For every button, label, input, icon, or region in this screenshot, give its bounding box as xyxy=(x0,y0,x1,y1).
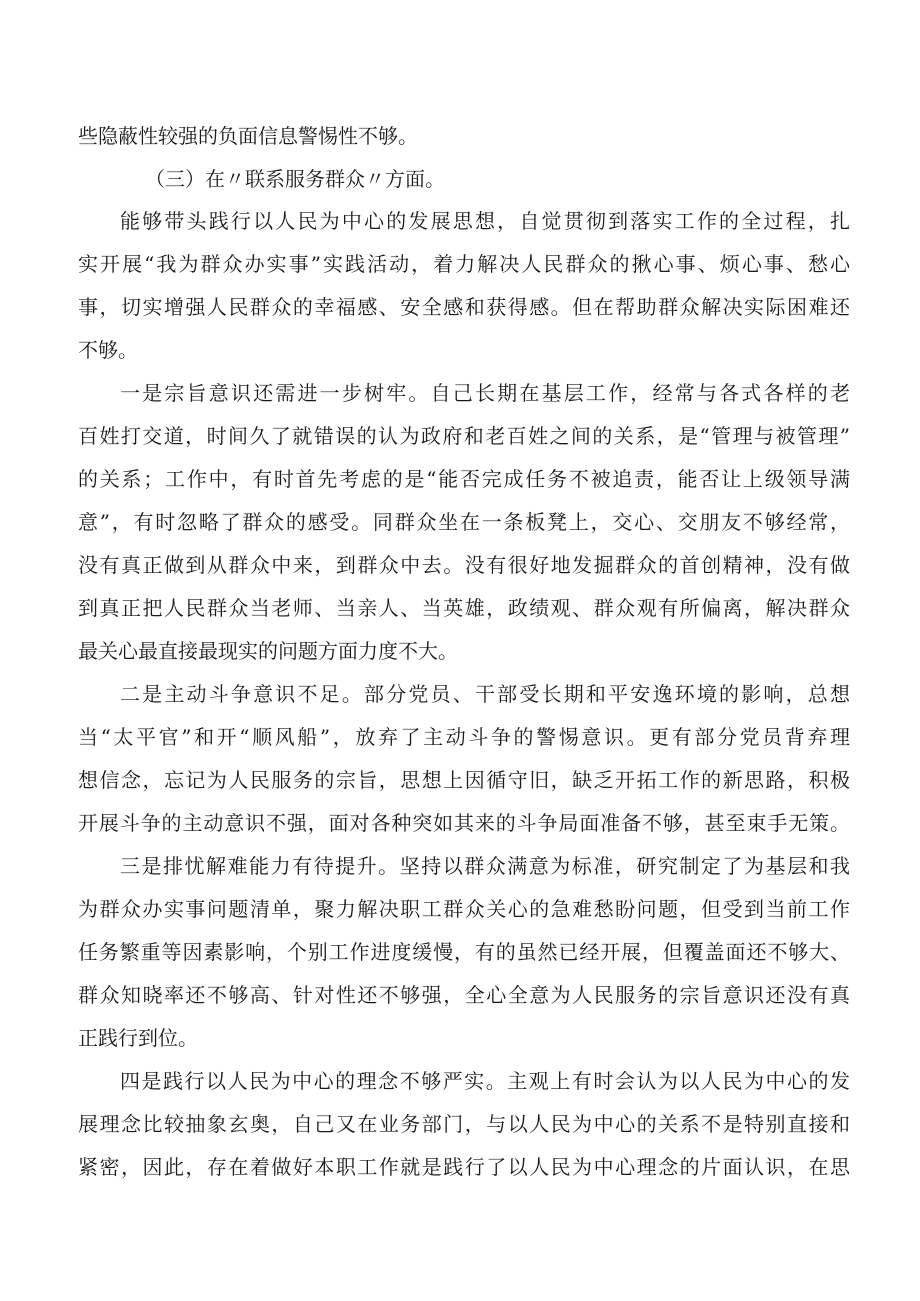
text-line: 想信念，忘记为人民服务的宗旨，思想上因循守旧，缺乏开拓工作的新思路，积极 xyxy=(78,768,850,792)
text-line: 不够。 xyxy=(78,338,138,362)
text-line: 紧密，因此，存在着做好本职工作就是践行了以人民为中心理念的片面认识，在思 xyxy=(78,1155,850,1179)
text-line: 最关心最直接最现实的问题方面力度不大。 xyxy=(78,639,458,663)
text-line: 当“太平官”和开“顺风船”，放弃了主动斗争的警惕意识。更有部分党员背弃理 xyxy=(78,725,850,749)
section-heading: （三）在〃联系服务群众〃方面。 xyxy=(145,167,445,191)
text-line: 开展斗争的主动意识不强，面对各种突如其来的斗争局面准备不够，甚至束手无策。 xyxy=(78,811,850,835)
text-line: 事，切实增强人民群众的幸福感、安全感和获得感。但在帮助群众解决实际困难还 xyxy=(78,295,850,319)
text-line: 没有真正做到从群众中来，到群众中去。没有很好地发掘群众的首创精神，没有做 xyxy=(78,553,850,577)
text-line: 实开展“我为群众办实事”实践活动，着力解决人民群众的揪心事、烦心事、愁心 xyxy=(78,252,850,276)
paragraph-first-line: 三是排忧解难能力有待提升。坚持以群众满意为标准，研究制定了为基层和我 xyxy=(120,854,850,878)
paragraph-first-line: 能够带头践行以人民为中心的发展思想，自觉贯彻到落实工作的全过程，扎 xyxy=(120,209,850,233)
text-line: 到真正把人民群众当老师、当亲人、当英雄，政绩观、群众观有所偏离，解决群众 xyxy=(78,596,850,620)
text-line: 的关系；工作中，有时首先考虑的是“能否完成任务不被追责，能否让上级领导满 xyxy=(78,467,850,491)
text-line: 群众知晓率还不够高、针对性还不够强，全心全意为人民服务的宗旨意识还没有真 xyxy=(78,983,850,1007)
text-line: 为群众办实事问题清单，聚力解决职工群众关心的急难愁盼问题，但受到当前工作 xyxy=(78,897,850,921)
paragraph-first-line: 一是宗旨意识还需进一步树牢。自己长期在基层工作，经常与各式各样的老 xyxy=(120,381,850,405)
paragraph-first-line: 二是主动斗争意识不足。部分党员、干部受长期和平安逸环境的影响，总想 xyxy=(120,682,850,706)
text-line: 意”，有时忽略了群众的感受。同群众坐在一条板凳上，交心、交朋友不够经常， xyxy=(78,510,850,534)
paragraph-first-line: 四是践行以人民为中心的理念不够严实。主观上有时会认为以人民为中心的发 xyxy=(120,1069,850,1093)
text-line: 展理念比较抽象玄奥，自己又在业务部门，与以人民为中心的关系不是特别直接和 xyxy=(78,1112,850,1136)
text-line: 些隐蔽性较强的负面信息警惕性不够。 xyxy=(78,124,418,148)
text-line: 正践行到位。 xyxy=(78,1026,198,1050)
text-line: 任务繁重等因素影响，个别工作进度缓慢，有的虽然已经开展，但覆盖面还不够大、 xyxy=(78,940,850,964)
text-line: 百姓打交道，时间久了就错误的认为政府和老百姓之间的关系，是“管理与被管理” xyxy=(78,424,850,448)
